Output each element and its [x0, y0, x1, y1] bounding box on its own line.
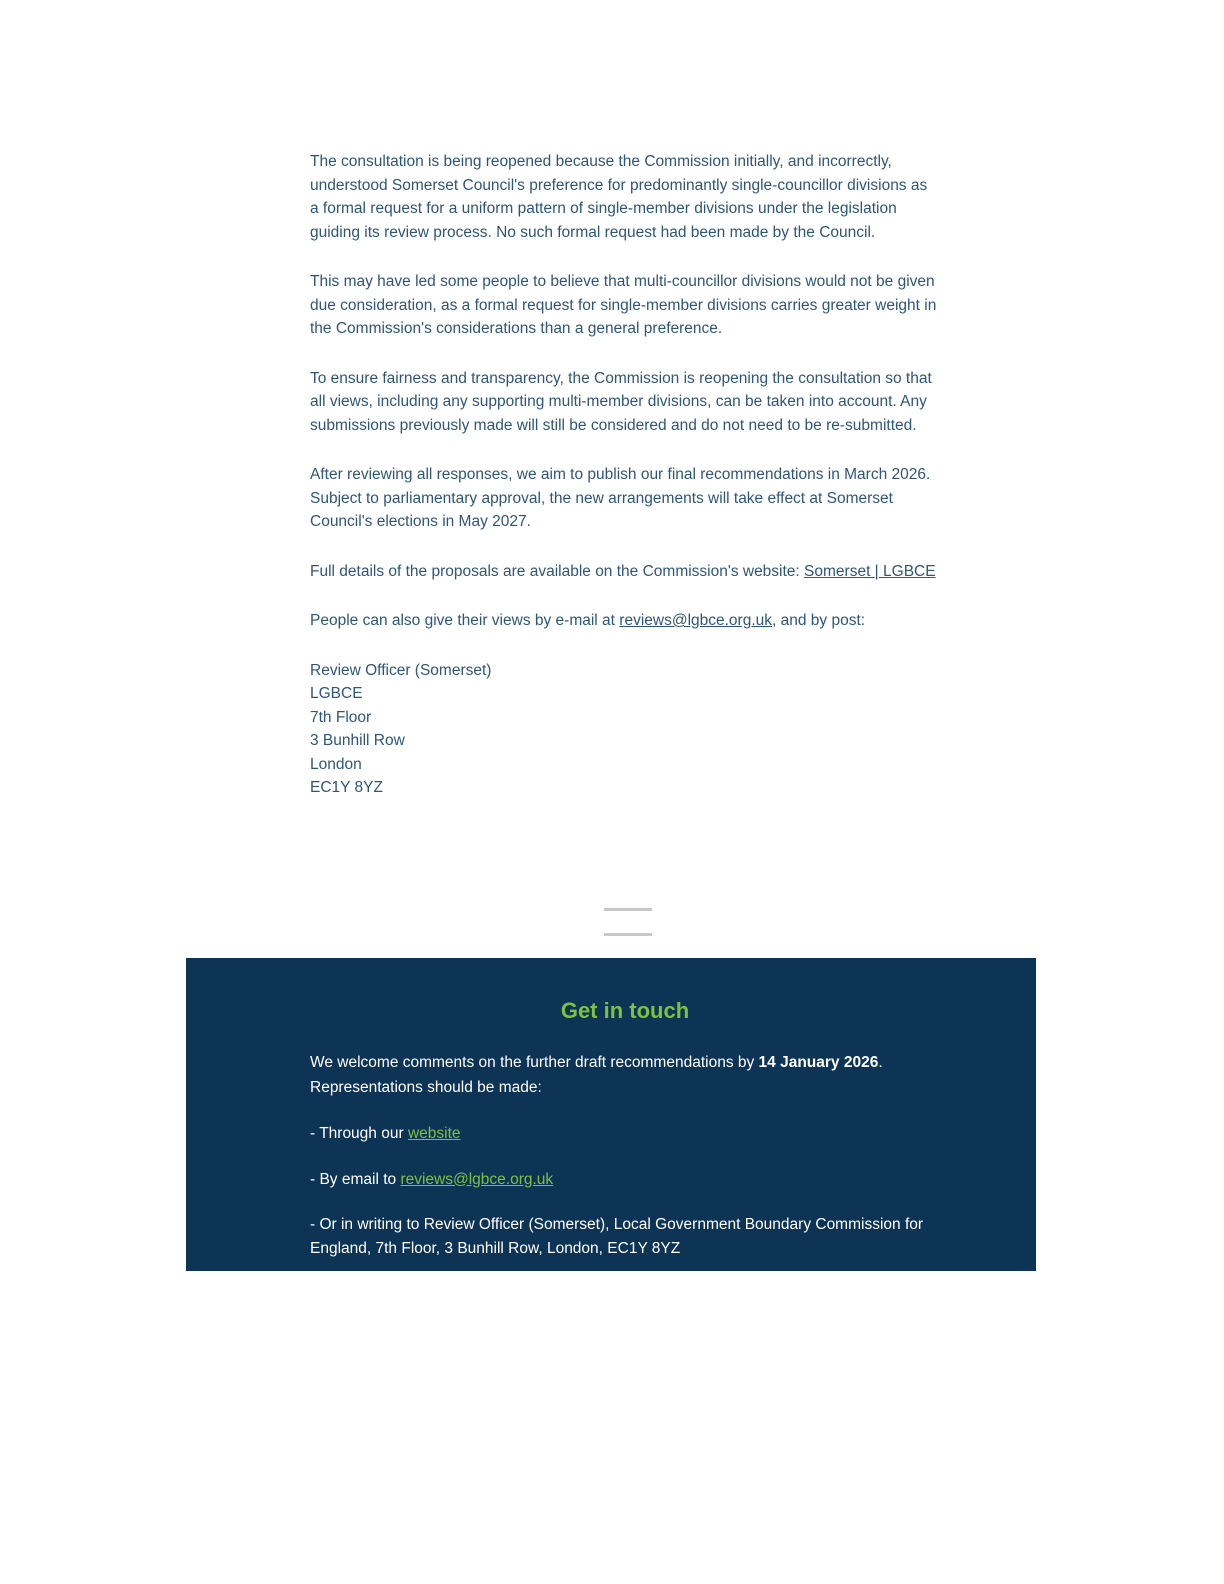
paragraph-fairness: To ensure fairness and transparency, the Commission is reopening the consultation so that all views, including any supporting multi-member divisions, can be taken into account. Any submissions previously made will still be considered and do not need to be re-submitted.: [310, 369, 932, 434]
website-link[interactable]: website: [407, 1125, 461, 1142]
address-line: EC1Y 8YZ: [310, 779, 383, 796]
address-line: LGBCE: [310, 685, 363, 702]
address-line: Review Officer (Somerset): [310, 661, 492, 679]
email-option-text: - By email to: [310, 1170, 401, 1188]
panel-reviews-email-link[interactable]: reviews@lgbce.org.uk: [400, 1170, 554, 1188]
paragraph-misunderstanding: This may have led some people to believe that multi-councillor divisions would not be given due consideration, as a formal request for single-member divisions carries greater weight in the Commission's considerations than a general preference.: [310, 273, 937, 337]
paragraph-timeline: After reviewing all responses, we aim to publish our final recommendations in March 2026. Subject to parliamentary approval, the new arrangements will take effect at Somerset Council's elections in May 2027.: [310, 466, 931, 530]
reviews-email-link[interactable]: reviews@lgbce.org.uk: [619, 612, 773, 629]
full-details-text: Full details of the proposals are available on the Commission's website:: [310, 562, 805, 580]
divider-line: [604, 933, 652, 936]
deadline-text-after: . Representations should be made:: [310, 1054, 883, 1096]
paragraph-full-details: [310, 560, 940, 584]
get-in-touch-panel: [186, 958, 1036, 1271]
address-line: London: [310, 755, 362, 773]
deadline-text-before: We welcome comments on the further draft recommendations by: [310, 1054, 759, 1071]
comments-deadline-text: [310, 1050, 940, 1100]
get-in-touch-heading: Get in touch: [560, 998, 690, 1023]
deadline-date: 14 January 2026: [758, 1054, 879, 1071]
divider-line: [604, 908, 652, 911]
contact-option-post: - Or in writing to Review Officer (Somerset), Local Government Boundary Commission for England, 7th Floor, 3 Bunhill Row, London, EC1Y 8YZ: [310, 1216, 924, 1257]
address-line: 3 Bunhill Row: [310, 732, 405, 749]
contact-option-email: [310, 1168, 940, 1192]
views-by-email-text: People can also give their views by e-mail at: [310, 612, 620, 629]
somerset-lgbce-link[interactable]: Somerset | LGBCE: [804, 562, 936, 580]
contact-option-website: [310, 1122, 940, 1146]
website-option-text: - Through our: [310, 1125, 408, 1142]
paragraph-consultation-reopened: The consultation is being reopened because the Commission initially, and incorrectly, understood Somerset Council's preference for predominantly single-councillor divisions as a formal request for a uniform pattern of single-member divisions under the legislation guiding its review process. No such formal request had been made by the Council.: [310, 153, 928, 241]
section-divider-icon: [604, 908, 652, 938]
email-body: [310, 150, 940, 826]
address-line: 7th Floor: [310, 708, 372, 726]
views-by-email-suffix: , and by post:: [772, 612, 866, 629]
paragraph-views-by-email: [310, 609, 940, 633]
postal-address: [310, 659, 940, 800]
